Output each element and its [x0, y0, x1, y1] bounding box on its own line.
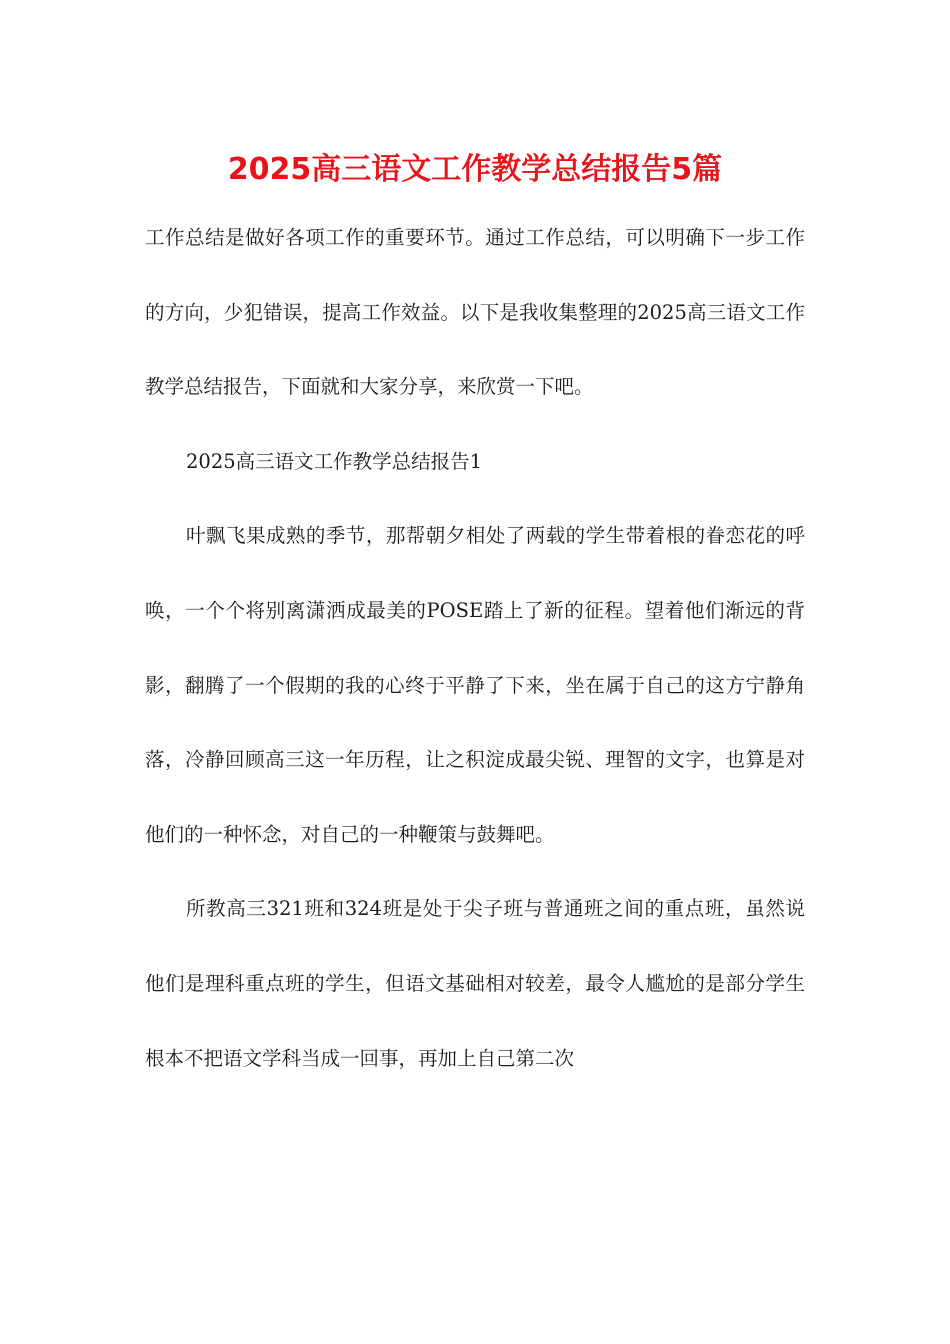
section-heading: 2025高三语文工作教学总结报告1 [186, 449, 483, 473]
body-paragraph-1: 叶飘飞果成熟的季节，那帮朝夕相处了两载的学生带着根的眷恋花的呼唤，一个个将别离潇洒成最美的POSE踏上了新的征程。望着他们渐远的背影，翻腾了一个假期的我的心终于平静了下来，坐在属于自己的这方宁静角落，冷静回顾高三这一年历程，让之积淀成最尖锐、理智的文字，也算是对他们的一种怀念，对自己的一种鞭策与鼓舞吧。 [145, 524, 805, 846]
document-title: 2025高三语文工作教学总结报告5篇 [227, 152, 723, 187]
document-body [145, 201, 805, 1096]
intro-paragraph: 工作总结是做好各项工作的重要环节。通过工作总结，可以明确下一步工作的方向，少犯错误，提高工作效益。以下是我收集整理的2025高三语文工作教学总结报告，下面就和大家分享，来欣赏一下吧。 [145, 226, 805, 399]
body-paragraph-2: 所教高三321班和324班是处于尖子班与普通班之间的重点班，虽然说他们是理科重点班的学生，但语文基础相对较差，最令人尴尬的是部分学生根本不把语文学科当成一回事，再加上自己第二次 [145, 897, 805, 1070]
